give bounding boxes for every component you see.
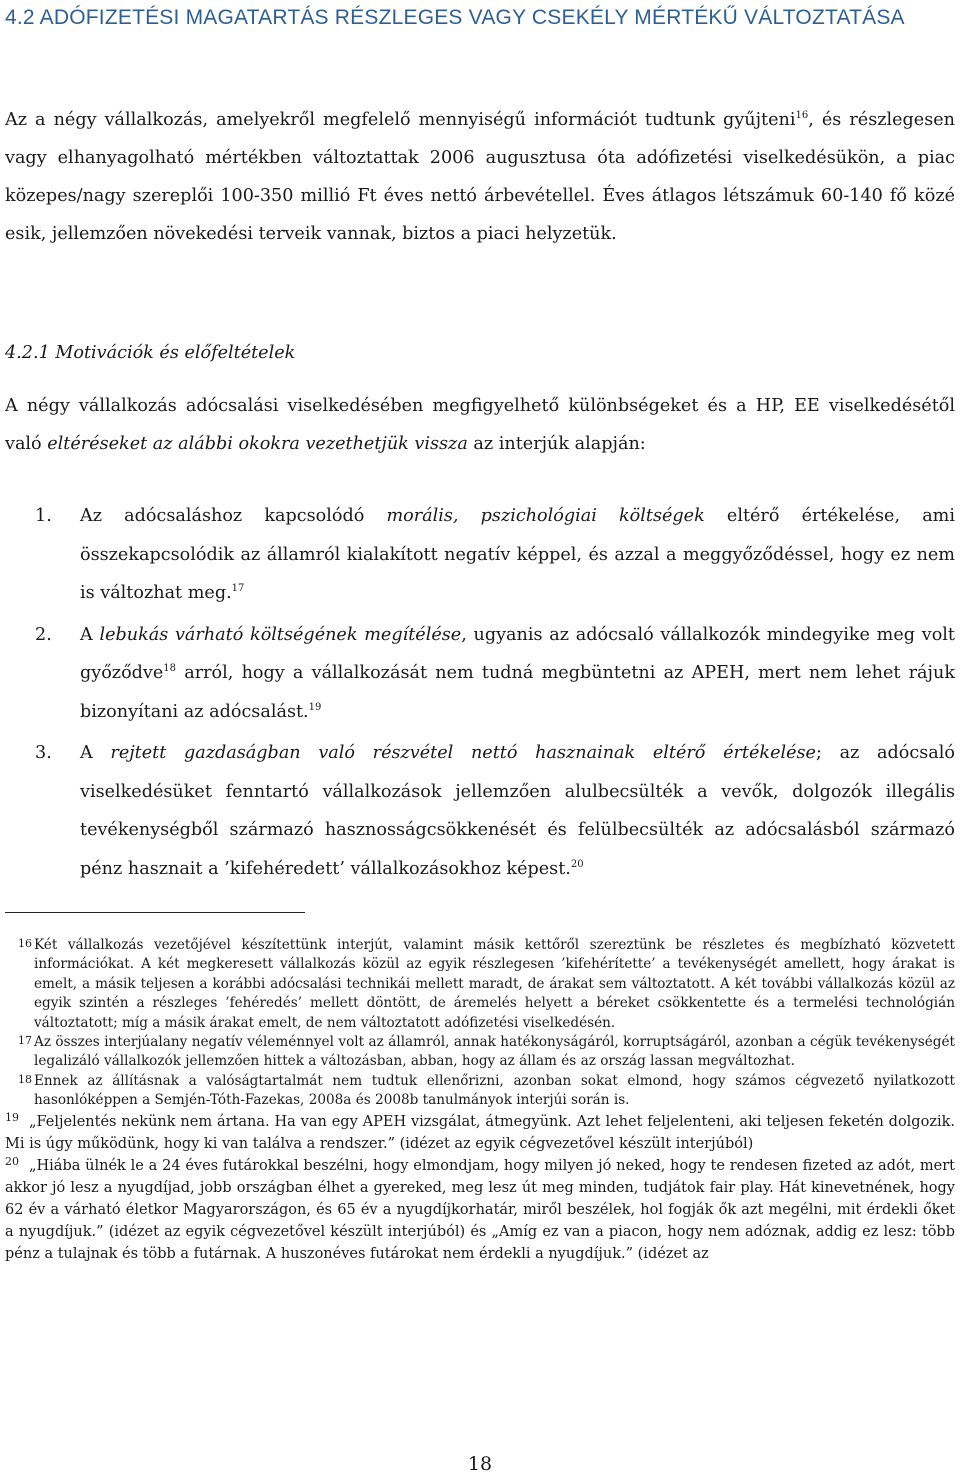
list-item xyxy=(5,497,955,613)
list-item-italic: rejtett gazdaságban való részvétel nettó hasznainak eltérő értékelése xyxy=(110,743,816,763)
footnote-17 xyxy=(5,1033,955,1072)
list-item-number: 1. xyxy=(35,506,52,526)
list-item-text: Az adócsaláshoz kapcsolódó xyxy=(80,506,387,526)
footnote-text: „Feljelentés nekünk nem ártana. Ha van egy APEH vizsgálat, átmegyünk. Azt lehet feljelenteni, aki teljesen feketén dolgozik. Mi is úgy működünk, hogy ki van találva a rendszer.” (idézet az egyik cégvezetővel készült interjúból) xyxy=(5,1113,955,1152)
section-heading: 4.2 ADÓFIZETÉSI MAGATARTÁS RÉSZLEGES VAGY CSEKÉLY MÉRTÉKŰ VÁLTOZTATÁSA xyxy=(5,6,905,29)
footnote-number: 19 xyxy=(5,1110,19,1124)
footnote-text: Ennek az állításnak a valóságtartalmát nem tudtuk ellenőrizni, azonban sokat elmond, hogy számos cégvezető nyilatkozott hasonlóképpen a Semjén-Tóth-Fazekas, 2008a és 2008b tanulmányok interjúi során is. xyxy=(34,1072,955,1109)
list-item-italic: morális, pszichológiai költségek xyxy=(386,506,705,526)
list-item-number: 3. xyxy=(35,743,52,763)
list-item xyxy=(5,616,955,732)
footnote-number: 20 xyxy=(5,1154,19,1168)
footnote-ref-20[interactable]: 20 xyxy=(570,858,584,870)
list-item-text: ; az adócsaló viselkedésüket fenntartó vállalkozások jellemzően alulbecsülték a vevők, dolgozók illegális tevékenységből származó hasznosságcsökkenését és felülbecsülték az adócsalásból származó pénz hasznait a ’kifehéredett’ vállalkozásokhoz képest. xyxy=(80,743,955,879)
footnote-number: 16 xyxy=(18,937,32,950)
footnote-separator xyxy=(5,912,305,913)
footnote-ref-17[interactable]: 17 xyxy=(231,583,245,594)
footnote-19 xyxy=(5,1111,955,1155)
footnote-ref-19[interactable]: 19 xyxy=(308,701,322,713)
list-item-text: arról, hogy a vállalkozását nem tudná megbüntetni az APEH, mert nem lehet rájuk bizonyítani az adócsalást. xyxy=(80,663,955,722)
footnote-text: „Hiába ülnék le a 24 éves futárokkal beszélni, hogy elmondjam, hogy milyen jó neked, hogy te rendesen fizeted az adót, mert akkor jó lesz a nyugdíjad, jobb országban élhet a gyereked, meg lesz út meg minden, tudjátok fair play. Hát kinevetnének, hogy 62 év a várható életkor Magyarországon, és 65 év a nyugdíjkorhatár, miről beszélek, hol fogják ők azt megélni, mit érdekli őket a nyugdíjuk.” (idézet az egyik cégvezetővel készült interjúból) és „Amíg ez van a piacon, hogy nem adóznak, addig ez lesz: több pénz a tulajnak és több a futárnak. A huszonéves futárokat nem érdekli a nyugdíjuk.” (idézet az xyxy=(5,1157,955,1262)
motivation-text-b: az interjúk alapján: xyxy=(467,434,646,454)
motivation-text-a: A négy vállalkozás adócsalási viselkedésében megfigyelhető különbségeket és a HP, EE viselkedésétől való xyxy=(5,396,955,454)
page-number: 18 xyxy=(467,1453,493,1475)
footnote-text: Az összes interjúalany negatív véleménnyel volt az államról, annak hatékonyságáról, korruptságáról, azonban a cégük tevékenységét legalizáló vállalkozók jellemzően hittek a változásban, abban, hogy az állam és az ország lassan megváltozhat. xyxy=(34,1034,955,1070)
footnote-number: 18 xyxy=(18,1072,32,1086)
motivation-text-italic: eltéréseket az alábbi okokra vezethetjük vissza xyxy=(47,434,468,454)
footnote-16 xyxy=(5,936,955,1033)
intro-text-a: Az a négy vállalkozás, amelyekről megfelelő mennyiségű információt tudtunk gyűjteni xyxy=(5,110,796,130)
footnotes xyxy=(5,936,955,1265)
list-item-text: eltérő értékelése, ami összekapcsolódik az államról kialakított negatív képpel, és azzal a meggyőződéssel, hogy ez nem is változhat meg. xyxy=(80,506,955,603)
footnote-ref-18[interactable]: 18 xyxy=(163,663,177,674)
intro-text-b: , és részlegesen vagy elhanyagolható mértékben változtattak 2006 augusztusa óta adófizetési viselkedésükön, a piac közepes/nagy szereplői 100-350 millió Ft éves nettó árbevétellel. Éves átlagos létszámuk 60-140 fő közé esik, jellemzően növekedési terveik vannak, biztos a piaci helyzetük. xyxy=(5,110,955,244)
footnote-18 xyxy=(5,1072,955,1111)
footnote-text: Két vállalkozás vezetőjével készítettünk interjút, valamint másik kettőről szereztünk be részletes és megbízható közvetett információkat. A két megkeresett vállalkozás közül az egyik részlegesen ’kifehérítette’ a tevékenységét amellett, hogy árakat is emelt, a másik teljesen a korábbi adócsalási technikái mellett maradt, de árakat sem változtatott. A két további vállalkozás közül az egyik szintén a részleges ’fehéredés’ mellett döntött, de áremelés helyett a béreket csökkentette és a termelési technológián változtatott; míg a másik árakat emelt, de nem változtatott adófizetési viselkedésén. xyxy=(34,937,955,1031)
list-item xyxy=(5,734,955,888)
motivation-paragraph xyxy=(5,387,955,463)
footnote-20 xyxy=(5,1155,955,1265)
list-item-text: A xyxy=(80,743,111,763)
list-item-number: 2. xyxy=(35,624,52,645)
footnote-number: 17 xyxy=(18,1034,32,1048)
intro-paragraph xyxy=(5,101,955,253)
list-item-text: , ugyanis az adócsaló vállalkozók mindegyike meg volt győződve xyxy=(80,624,955,683)
footnote-ref-16[interactable]: 16 xyxy=(795,110,809,121)
list-item-italic: lebukás várható költségének megítélése xyxy=(99,624,462,645)
list-item-text: A xyxy=(80,624,100,645)
reasons-list xyxy=(5,497,955,888)
subsection-heading: 4.2.1 Motivációk és előfeltételek xyxy=(5,343,296,363)
